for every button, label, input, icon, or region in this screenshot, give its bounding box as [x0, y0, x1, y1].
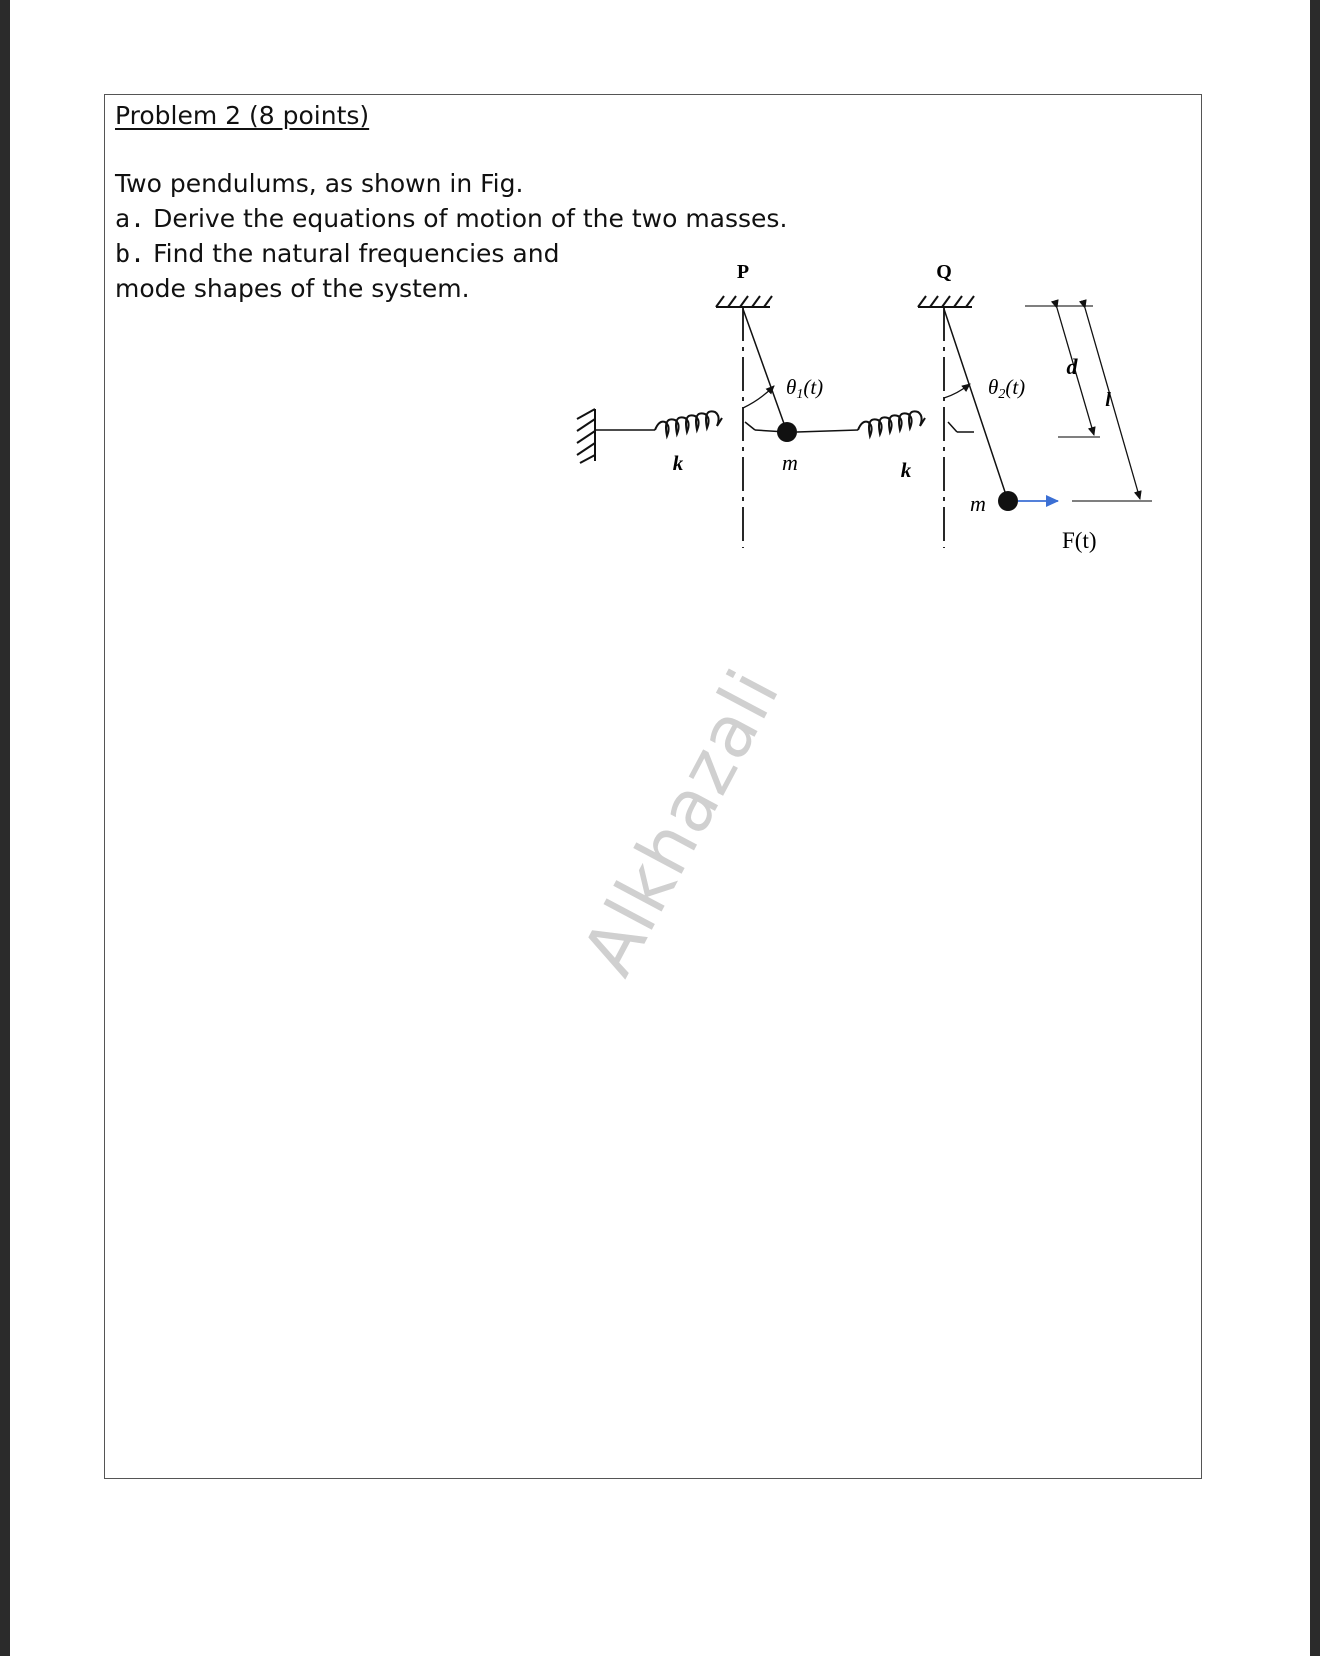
mass-1-to-spring-link	[797, 430, 858, 432]
watermark: Alkhazali	[565, 655, 796, 989]
problem-intro: Two pendulums, as shown in Fig.	[115, 169, 524, 198]
angle-1-label: θ1(t)	[786, 375, 824, 402]
left-spring-link	[745, 422, 755, 430]
part-b-letter: b.	[115, 239, 146, 268]
angle-1-arc	[743, 386, 774, 408]
dimension-d-label: d	[1066, 354, 1078, 379]
angle-2-label: θ2(t)	[988, 375, 1026, 402]
mass-1-label: m	[782, 450, 798, 475]
pivot-q-support	[918, 296, 974, 307]
force-label: F(t)	[1062, 528, 1097, 553]
pivot-q-label: Q	[936, 261, 952, 283]
problem-heading: Problem 2 (8 points)	[115, 101, 370, 130]
pivot-p-support	[716, 296, 772, 307]
pivot-p-label: P	[736, 261, 750, 283]
middle-spring-link	[948, 422, 957, 432]
spring-1-label: k	[672, 451, 684, 475]
part-a-text: Derive the equations of motion of the two masses.	[153, 204, 788, 233]
part-a-letter: a.	[115, 204, 146, 233]
dimension-lines	[1025, 306, 1152, 501]
angle-2-arc	[944, 384, 970, 398]
dimension-l-arrow	[1085, 308, 1140, 499]
mass-1	[777, 422, 797, 442]
pendulum-2-rod	[944, 309, 1008, 501]
left-wall	[577, 409, 595, 463]
pendulum-1-rod	[743, 309, 787, 432]
left-spring	[655, 411, 722, 436]
mass-2-label: m	[970, 491, 986, 516]
middle-spring	[858, 411, 925, 436]
part-b-text-line2: mode shapes of the system.	[115, 274, 470, 303]
dimension-l-label: l	[1105, 389, 1111, 411]
part-b-text-line1: Find the natural frequencies and	[153, 239, 560, 268]
mass-2	[998, 491, 1018, 511]
spring-2-label: k	[900, 458, 912, 482]
